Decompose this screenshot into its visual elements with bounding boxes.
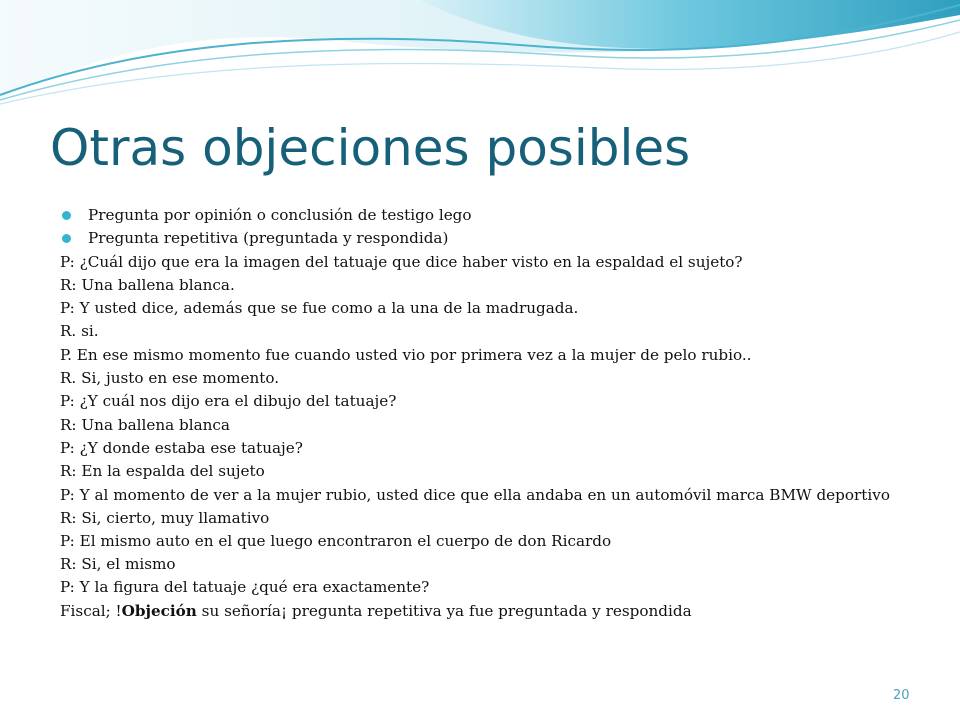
dialogue-line: R: Si, el mismo (60, 555, 176, 574)
dialogue-line: P: ¿Cuál dijo que era la imagen del tatuaje que dice haber visto en la espaldad el sujeto? (60, 252, 743, 271)
bullet-item (60, 227, 910, 250)
slide-title: Otras objeciones posibles (50, 119, 691, 177)
dialogue-line: R: En la espalda del sujeto (60, 462, 265, 481)
dialogue-line: P: Y usted dice, además que se fue como a la una de la madrugada. (60, 299, 579, 318)
decorative-wave-header (0, 0, 960, 110)
dialogue-line: P: El mismo auto en el que luego encontraron el cuerpo de don Ricardo (60, 531, 612, 550)
dialogue-line: P. En ese mismo momento fue cuando usted vio por primera vez a la mujer de pelo rubio.. (60, 345, 752, 364)
objection-suffix: su señoría¡ pregunta repetitiva ya fue preguntada y respondida (196, 601, 692, 620)
dialogue-line: R: Si, cierto, muy llamativo (60, 508, 270, 527)
bullet-text: Pregunta por opinión o conclusión de testigo lego (88, 206, 472, 224)
slide-body (60, 204, 910, 623)
dialogue-line: R. Si, justo en ese momento. (60, 369, 280, 388)
dialogue-line: P: Y al momento de ver a la mujer rubio, usted dice que ella andaba en un automóvil marca BMW deportivo (60, 485, 890, 504)
objection-prefix: Fiscal; ! (60, 601, 122, 620)
bullet-text: Pregunta repetitiva (preguntada y respondida) (88, 229, 449, 248)
objection-keyword: Objeción (121, 601, 197, 620)
dialogue-line: P: ¿Y cuál nos dijo era el dibujo del tatuaje? (60, 392, 397, 411)
dialogue-line: R: Una ballena blanca. (60, 275, 235, 294)
page-number: 20 (893, 688, 910, 703)
bullet-dot-icon (62, 234, 71, 243)
dialogue-line: P: ¿Y donde estaba ese tatuaje? (60, 438, 303, 457)
bullet-item (60, 204, 910, 227)
dialogue-line: P: Y la figura del tatuaje ¿qué era exactamente? (60, 578, 430, 597)
objection-line (60, 600, 910, 623)
dialogue-line: R: Una ballena blanca (60, 415, 230, 434)
dialogue-line: R. si. (60, 322, 99, 341)
bullet-dot-icon (62, 211, 71, 220)
